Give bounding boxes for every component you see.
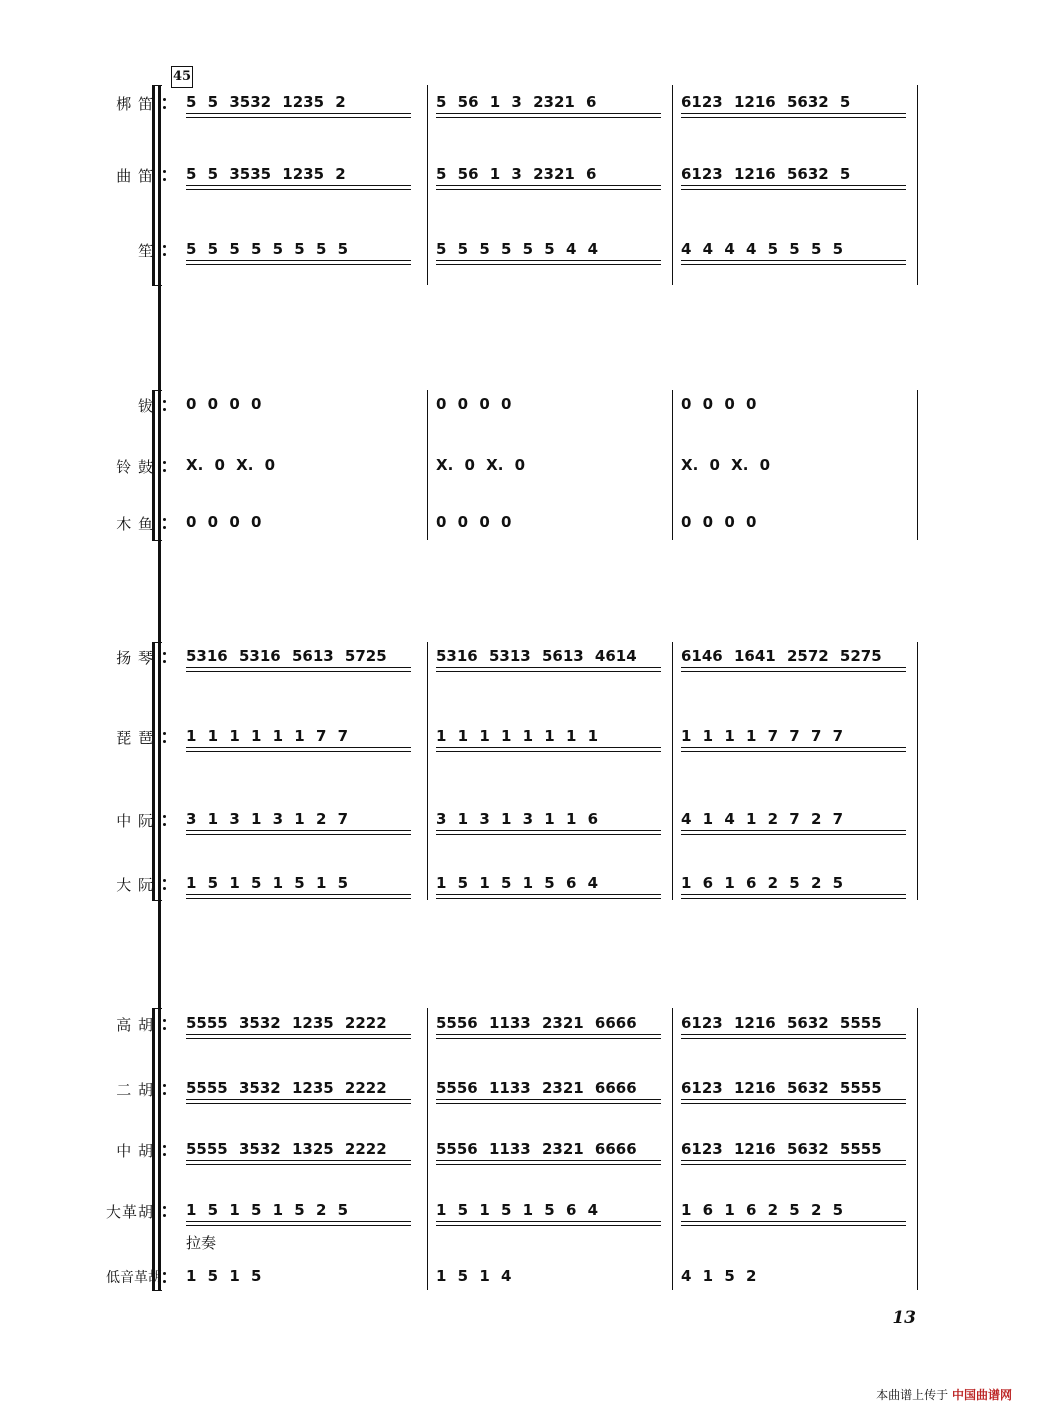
instrument-label: 中 胡 xyxy=(116,1142,154,1160)
barline xyxy=(427,1008,428,1290)
bracket-hook xyxy=(152,900,162,901)
beam-underline xyxy=(186,747,411,752)
page-number: 13 xyxy=(892,1308,916,1328)
barline xyxy=(427,642,428,900)
measure-notes: 6123 1216 5632 5 xyxy=(681,93,851,111)
measure-notes: 5555 3532 1325 2222 xyxy=(186,1140,387,1158)
instrument-label: 扬 琴 xyxy=(116,649,154,667)
beam-underline xyxy=(681,747,906,752)
measure-notes: X. 0 X. 0 xyxy=(436,456,526,474)
measure-notes: 0 0 0 0 xyxy=(436,395,512,413)
instrument-label: 中 阮 xyxy=(116,812,154,830)
measure-notes: 5555 3532 1235 2222 xyxy=(186,1014,387,1032)
barline xyxy=(427,85,428,285)
barline xyxy=(672,1008,673,1290)
measure-notes: 6123 1216 5632 5555 xyxy=(681,1079,882,1097)
beam-underline xyxy=(186,830,411,835)
beam-underline xyxy=(436,260,661,265)
group-bracket xyxy=(152,642,155,900)
measure-notes: 5316 5313 5613 4614 xyxy=(436,647,637,665)
instrument-label: 铃 鼓 xyxy=(116,458,154,476)
beam-underline xyxy=(186,185,411,190)
beam-underline xyxy=(681,667,906,672)
measure-notes: 0 0 0 0 xyxy=(681,513,757,531)
instrument-label: 大革胡 xyxy=(105,1203,154,1221)
beam-underline xyxy=(681,1160,906,1165)
barline xyxy=(672,390,673,540)
beam-underline xyxy=(186,260,411,265)
beam-underline xyxy=(436,1034,661,1039)
beam-underline xyxy=(681,260,906,265)
measure-notes: 1 1 1 1 7 7 7 7 xyxy=(681,727,844,745)
measure-notes: 4 1 4 1 2 7 2 7 xyxy=(681,810,844,828)
beam-underline xyxy=(186,1099,411,1104)
measure-notes: 5316 5316 5613 5725 xyxy=(186,647,387,665)
beam-underline xyxy=(436,185,661,190)
measure-notes: 6123 1216 5632 5 xyxy=(681,165,851,183)
beam-underline xyxy=(186,1221,411,1226)
measure-notes: 5 5 5 5 5 5 4 4 xyxy=(436,240,599,258)
bracket-hook xyxy=(152,85,162,86)
measure-notes: 5 5 3535 1235 2 xyxy=(186,165,346,183)
measure-notes: 5556 1133 2321 6666 xyxy=(436,1140,637,1158)
measure-notes: 0 0 0 0 xyxy=(681,395,757,413)
footer-text: 本曲谱上传于 xyxy=(876,1388,949,1402)
beam-underline xyxy=(681,113,906,118)
bracket-hook xyxy=(152,642,162,643)
measure-notes: 6123 1216 5632 5555 xyxy=(681,1140,882,1158)
measure-notes: 1 5 1 4 xyxy=(436,1267,512,1285)
instrument-label: 曲 笛 xyxy=(116,167,154,185)
measure-notes: 5 5 5 5 5 5 5 5 xyxy=(186,240,349,258)
measure-notes: 1 1 1 1 1 1 1 1 xyxy=(436,727,599,745)
instrument-label: 琵 琶 xyxy=(116,729,154,747)
measure-notes: 5 5 3532 1235 2 xyxy=(186,93,346,111)
barline xyxy=(427,390,428,540)
measure-notes: 5555 3532 1235 2222 xyxy=(186,1079,387,1097)
measure-notes: 5556 1133 2321 6666 xyxy=(436,1079,637,1097)
instrument-label: 大 阮 xyxy=(116,876,154,894)
bracket-hook xyxy=(152,1290,162,1291)
instrument-label: 低音革胡 xyxy=(106,1270,162,1286)
measure-notes: 0 0 0 0 xyxy=(186,395,262,413)
measure-notes: 1 5 1 5 1 5 6 4 xyxy=(436,874,599,892)
measure-notes: 3 1 3 1 3 1 2 7 xyxy=(186,810,349,828)
beam-underline xyxy=(436,830,661,835)
system-line xyxy=(158,85,161,1290)
beam-underline xyxy=(186,113,411,118)
upload-footer xyxy=(876,1386,1012,1403)
measure-notes: 5556 1133 2321 6666 xyxy=(436,1014,637,1032)
rehearsal-mark: 45 xyxy=(171,66,193,88)
barline xyxy=(672,642,673,900)
beam-underline xyxy=(681,1034,906,1039)
measure-notes: 6146 1641 2572 5275 xyxy=(681,647,882,665)
beam-underline xyxy=(436,667,661,672)
instrument-label: 二 胡 xyxy=(116,1081,154,1099)
measure-notes: 4 1 5 2 xyxy=(681,1267,757,1285)
beam-underline xyxy=(436,1221,661,1226)
beam-underline xyxy=(436,113,661,118)
measure-notes: 1 5 1 5 xyxy=(186,1267,262,1285)
beam-underline xyxy=(186,1034,411,1039)
beam-underline xyxy=(186,894,411,899)
measure-notes: 1 5 1 5 1 5 1 5 xyxy=(186,874,349,892)
beam-underline xyxy=(436,1160,661,1165)
bracket-hook xyxy=(152,540,162,541)
barline xyxy=(917,85,918,285)
beam-underline xyxy=(681,894,906,899)
beam-underline xyxy=(681,1221,906,1226)
instrument-label: 笙 xyxy=(137,242,154,260)
beam-underline xyxy=(186,1160,411,1165)
barline xyxy=(672,85,673,285)
beam-underline xyxy=(436,894,661,899)
bracket-hook xyxy=(152,390,162,391)
measure-notes: 4 4 4 4 5 5 5 5 xyxy=(681,240,844,258)
beam-underline xyxy=(436,1099,661,1104)
measure-notes: X. 0 X. 0 xyxy=(681,456,771,474)
beam-underline xyxy=(186,667,411,672)
footer-site: 中国曲谱网 xyxy=(951,1388,1012,1402)
instrument-label: 高 胡 xyxy=(116,1016,154,1034)
beam-underline xyxy=(681,185,906,190)
bracket-hook xyxy=(152,285,162,286)
measure-notes: 1 5 1 5 1 5 2 5 xyxy=(186,1201,349,1219)
measure-notes: 5 56 1 3 2321 6 xyxy=(436,165,597,183)
measure-notes: 3 1 3 1 3 1 1 6 xyxy=(436,810,599,828)
bowing-annotation: 拉奏 xyxy=(186,1234,217,1252)
measure-notes: 1 6 1 6 2 5 2 5 xyxy=(681,874,844,892)
measure-notes: 1 1 1 1 1 1 7 7 xyxy=(186,727,349,745)
instrument-label: 钹 xyxy=(137,397,154,415)
beam-underline xyxy=(436,747,661,752)
barline xyxy=(917,642,918,900)
measure-notes: 1 6 1 6 2 5 2 5 xyxy=(681,1201,844,1219)
instrument-label: 木 鱼 xyxy=(116,515,154,533)
beam-underline xyxy=(681,830,906,835)
beam-underline xyxy=(681,1099,906,1104)
measure-notes: X. 0 X. 0 xyxy=(186,456,276,474)
measure-notes: 0 0 0 0 xyxy=(436,513,512,531)
measure-notes: 1 5 1 5 1 5 6 4 xyxy=(436,1201,599,1219)
barline xyxy=(917,1008,918,1290)
instrument-label: 梆 笛 xyxy=(116,95,154,113)
barline xyxy=(917,390,918,540)
measure-notes: 6123 1216 5632 5555 xyxy=(681,1014,882,1032)
measure-notes: 0 0 0 0 xyxy=(186,513,262,531)
bracket-hook xyxy=(152,1008,162,1009)
measure-notes: 5 56 1 3 2321 6 xyxy=(436,93,597,111)
